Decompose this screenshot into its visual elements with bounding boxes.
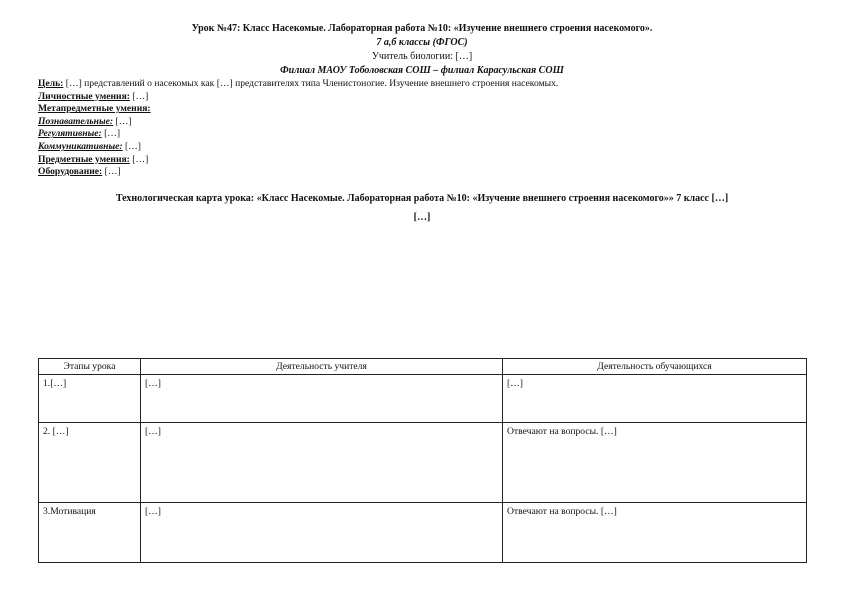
table-row xyxy=(39,503,807,563)
students-cell: […] xyxy=(503,375,807,423)
personal-label: Личностные умения: xyxy=(38,90,130,102)
school-line: Филиал МАОУ Тоболовская СОШ – филиал Карасульская СОШ xyxy=(280,65,564,76)
communicative-text: […] xyxy=(124,140,141,152)
subject-paragraph xyxy=(38,154,806,167)
header-students: Деятельность обучающихся xyxy=(503,359,807,375)
students-cell: Отвечают на вопросы. […] xyxy=(503,503,807,563)
meta-label: Метапредметные умения: xyxy=(38,103,151,115)
class-line: 7 а,б классы (ФГОС) xyxy=(376,37,468,48)
header-stage: Этапы урока xyxy=(39,359,141,375)
subject-text: […] xyxy=(132,153,149,165)
regulatory-text: […] xyxy=(104,128,121,140)
students-cell: Отвечают на вопросы. […] xyxy=(503,423,807,503)
teacher-line: Учитель биологии: […] xyxy=(371,51,473,62)
card-title-line1: Технологическая карта урока: «Класс Насекомые. Лабораторная работа №10: «Изучение внешнего строения насекомого»» 7 класс […] xyxy=(115,192,729,204)
equipment-paragraph xyxy=(38,166,806,179)
cognitive-text: […] xyxy=(115,115,132,127)
regulatory-label: Регулятивные: xyxy=(38,128,102,140)
goal-paragraph xyxy=(38,78,806,91)
table-header-row xyxy=(39,359,807,375)
table-row xyxy=(39,375,807,423)
teacher-cell: […] xyxy=(141,503,503,563)
goal-label: Цель: xyxy=(38,78,64,89)
meta-paragraph xyxy=(38,103,806,116)
document-page xyxy=(38,22,806,227)
communicative-paragraph xyxy=(38,141,806,154)
table-row xyxy=(39,423,807,503)
stage-cell: 3.Мотивация xyxy=(39,503,141,563)
equipment-text: […] xyxy=(104,166,121,178)
lesson-title: Урок №47: Класс Насекомые. Лабораторная работа №10: «Изучение внешнего строения насекомого». xyxy=(191,23,653,34)
teacher-cell: […] xyxy=(141,375,503,423)
personal-text: […] xyxy=(132,90,149,102)
subject-label: Предметные умения: xyxy=(38,153,130,165)
header-teacher: Деятельность учителя xyxy=(141,359,503,375)
personal-paragraph xyxy=(38,91,806,104)
stage-cell: 2. […] xyxy=(39,423,141,503)
communicative-label: Коммуникативные: xyxy=(38,140,123,152)
cognitive-paragraph xyxy=(38,116,806,129)
stage-cell: 1.[…] xyxy=(39,375,141,423)
teacher-cell: […] xyxy=(141,423,503,503)
regulatory-paragraph xyxy=(38,128,806,141)
lesson-table xyxy=(38,358,807,563)
goal-text: […] представлений о насекомых как […] представителях типа Членистоногие. Изучение внешнего строения насекомых. xyxy=(65,78,559,89)
cognitive-label: Познавательные: xyxy=(38,115,114,127)
equipment-label: Оборудование: xyxy=(38,166,103,178)
card-title-line2: […] xyxy=(413,211,431,223)
